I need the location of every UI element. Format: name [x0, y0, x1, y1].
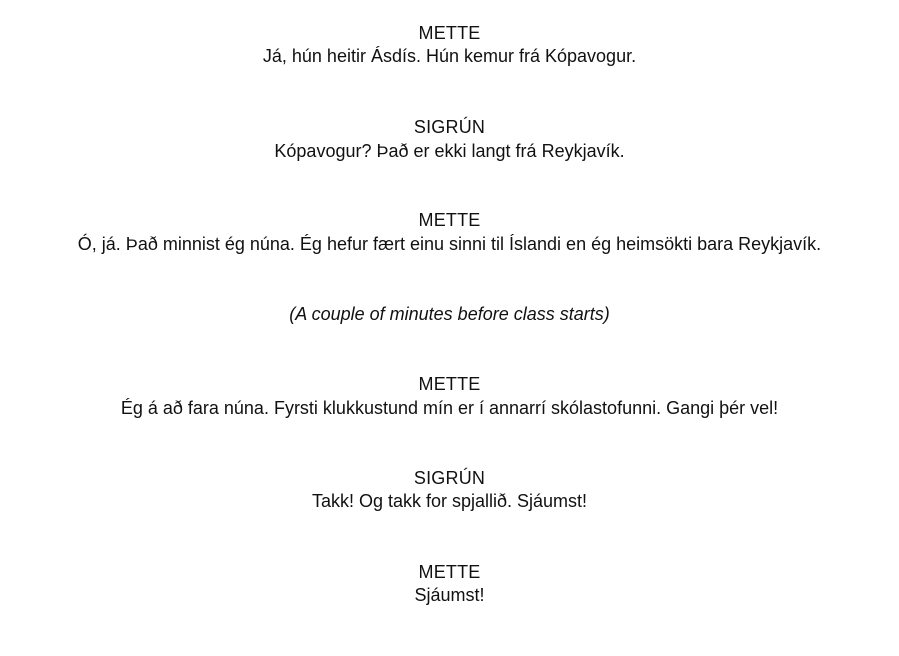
speaker-name: SIGRÚN: [413, 117, 486, 137]
stage-direction: (A couple of minutes before class starts): [289, 304, 610, 324]
speaker-name: METTE: [418, 210, 481, 230]
speaker-name: METTE: [418, 23, 481, 43]
speaker-name: SIGRÚN: [413, 468, 486, 488]
dialogue-line: Ó, já. Það minnist ég núna. Ég hefur fært einu sinni til Íslandi en ég heimsökti bara Reykjavík.: [77, 234, 822, 254]
dialogue-line: Sjáumst!: [414, 585, 485, 605]
dialogue-line: Já, hún heitir Ásdís. Hún kemur frá Kópavogur.: [262, 46, 637, 66]
dialogue-line: Kópavogur? Það er ekki langt frá Reykjavík.: [274, 141, 625, 161]
dialogue-line: Ég á að fara núna. Fyrsti klukkustund mín er í annarrí skólastofunni. Gangi þér vel!: [120, 398, 779, 418]
speaker-name: METTE: [418, 374, 481, 394]
dialogue-line: Takk! Og takk for spjallið. Sjáumst!: [311, 491, 588, 511]
speaker-name: METTE: [418, 562, 481, 582]
